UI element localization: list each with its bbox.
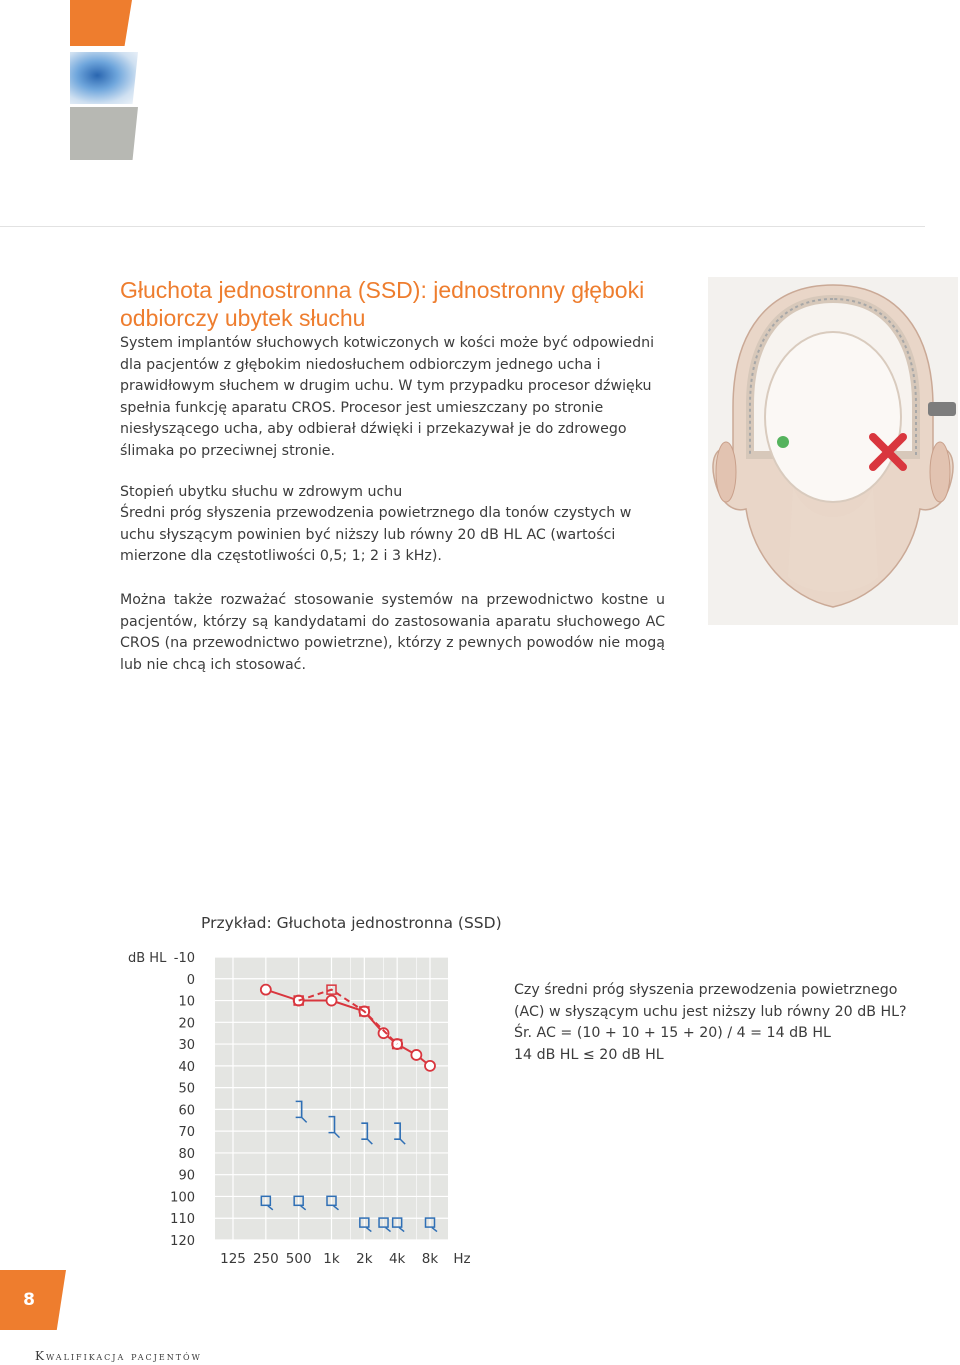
x-tick-label: Hz (453, 1251, 471, 1267)
alternative-paragraph: Można także rozważać stosowanie systemów na przewodnictwo kostne u pacjentów, którzy są kandydatami do zastosowania aparatu słuchowego AC CROS (na przewodnictwo powietrzne), którzy z pewnych powodów nie mogą lub nie chcą ich stosować. (120, 592, 665, 673)
header-tab-orange (70, 0, 132, 46)
y-tick-label: 30 (178, 1038, 195, 1054)
calculation-block (514, 980, 924, 1066)
y-tick-label: 10 (178, 994, 195, 1010)
calculation-average: Śr. AC = (10 + 10 + 15 + 20) / 4 = 14 dB HL (514, 1025, 831, 1041)
criteria-paragraph: Średni próg słyszenia przewodzenia powietrznego dla tonów czystych w uchu słyszącym powinien być niższy lub równy 20 dB HL AC (wartości mierzone dla częstotliwości 0,5; 1; 2 i 3 kHz). (120, 505, 632, 564)
chart-title: Przykład: Głuchota jednostronna (SSD) (201, 914, 502, 932)
y-tick-label: 110 (170, 1212, 195, 1228)
data-point-circle (327, 996, 337, 1006)
y-tick-label: 90 (178, 1168, 195, 1184)
y-tick-label: 60 (178, 1103, 195, 1119)
audiogram-chart (120, 945, 500, 1275)
y-tick-label: 0 (186, 972, 195, 988)
top-divider (0, 226, 925, 227)
x-tick-label: 250 (252, 1251, 279, 1267)
data-point-circle (425, 1061, 435, 1071)
y-axis-label: dB HL (128, 951, 167, 966)
page-title: Głuchota jednostronna (SSD): jednostronny głęboki odbiorczy ubytek słuchu (120, 277, 645, 331)
intro-paragraph: System implantów słuchowych kotwiczonych w kości może być odpowiedni dla pacjentów z głębokim niedosłuchem odbiorczym jednego ucha i prawidłowym słuchem w drugim uchu. W tym przypadku procesor dźwięku spełnia funkcję aparatu CROS. Procesor jest umieszczany po stronie niesłyszącego ucha, aby odbierał dźwięki i przekazywał je do zdrowego ślimaka po przeciwnej stronie. (120, 335, 655, 459)
page-number: 8 (23, 1290, 35, 1310)
y-tick-label: 20 (178, 1016, 195, 1032)
head-illustration (708, 277, 958, 625)
x-tick-label: 2k (356, 1251, 373, 1267)
y-tick-label: 70 (178, 1125, 195, 1141)
x-tick-label: 8k (421, 1251, 439, 1267)
y-tick-label: 100 (170, 1190, 195, 1206)
y-tick-label: 80 (178, 1146, 195, 1162)
x-tick-label: 500 (285, 1251, 312, 1267)
y-tick-label: 40 (178, 1059, 195, 1075)
y-tick-label: -10 (173, 951, 195, 966)
data-point-circle (411, 1050, 421, 1060)
header-tab-photo (70, 52, 138, 104)
calculation-result: 14 dB HL ≤ 20 dB HL (514, 1046, 664, 1063)
x-tick-label: 1k (323, 1251, 340, 1267)
subheading: Stopień ubytku słuchu w zdrowym uchu (120, 484, 403, 500)
footer-section-title: Kwalifikacja pacjentów (35, 1349, 202, 1363)
data-point-circle (261, 985, 271, 995)
x-tick-label: 125 (220, 1251, 246, 1267)
calculation-question: Czy średni próg słyszenia przewodzenia powietrznego (AC) w słyszącym uchu jest niższy lub równy 20 dB HL? (514, 982, 907, 1020)
y-tick-label: 120 (170, 1234, 195, 1249)
header-tab-grey (70, 107, 138, 160)
x-tick-label: 4k (388, 1251, 406, 1267)
y-tick-label: 50 (178, 1081, 195, 1097)
